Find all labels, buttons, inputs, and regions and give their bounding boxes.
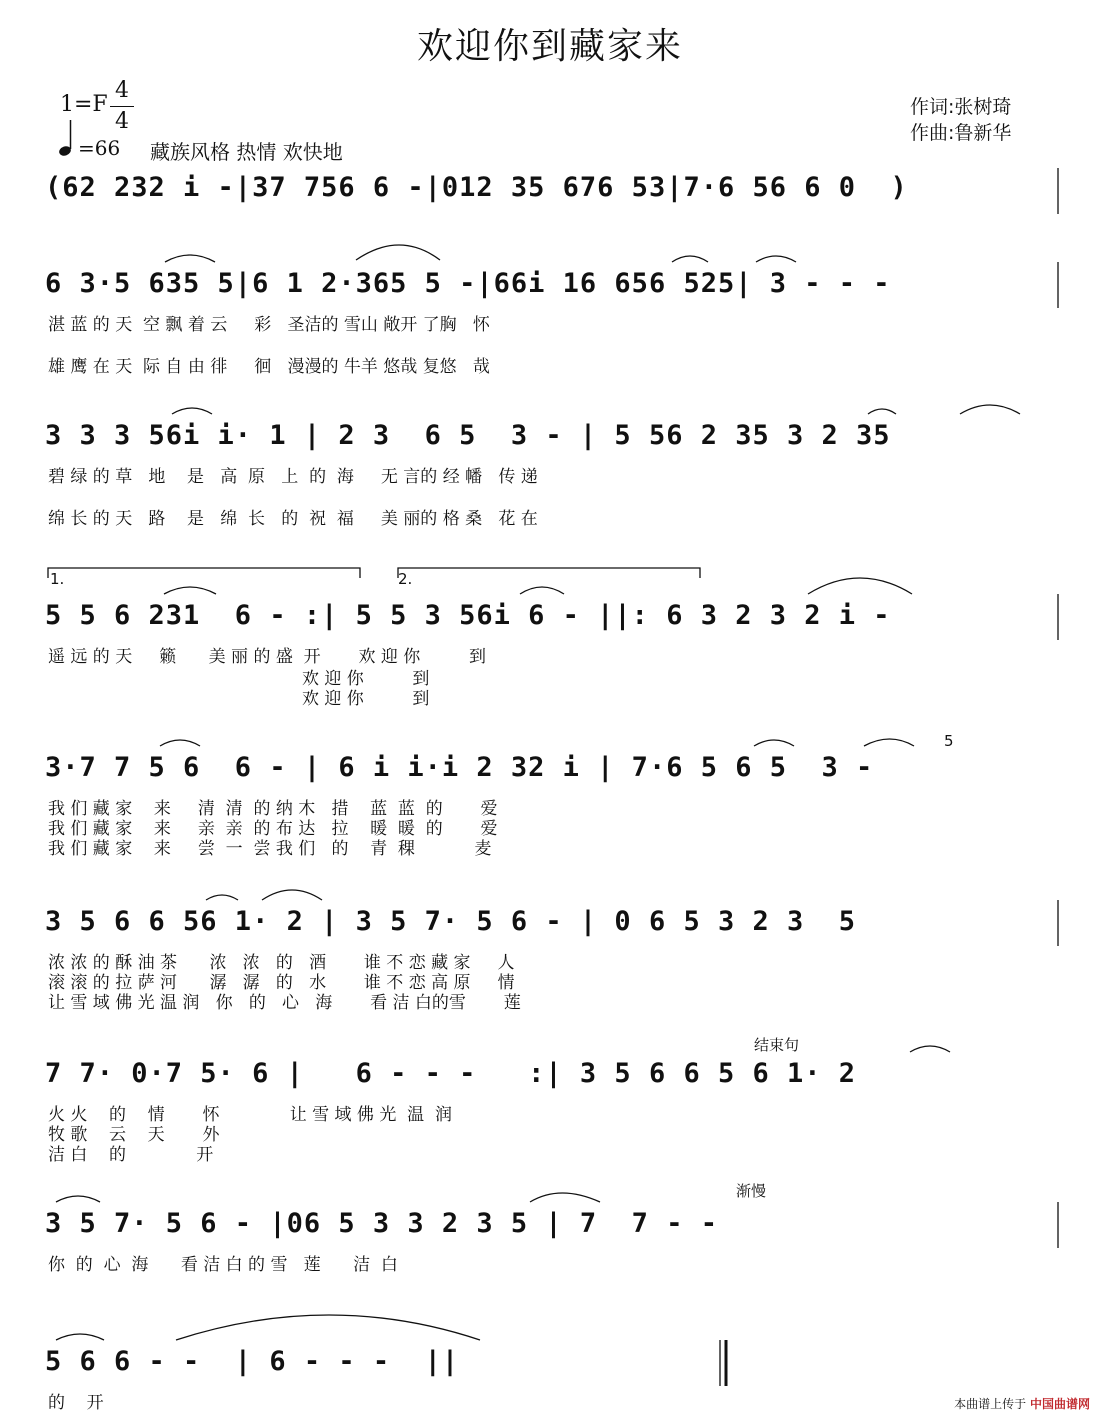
lyric-line-5c: 我 们 藏 家 来 尝 一 尝 我 们 的 青 稞 麦: [48, 839, 492, 859]
ritardando-label: 渐慢: [736, 1182, 767, 1200]
time-signature-top: 4: [115, 78, 129, 103]
volta-2-label: 2.: [398, 570, 413, 588]
lyric-line-6a: 浓 浓 的 酥 油 茶 浓 浓 的 酒 谁 不 恋 藏 家 人: [48, 953, 515, 973]
notation-line-6: 3 5 6 6 56 1· 2 | 3 5 7· 5 6 - | 0 6 5 3 2 3 5: [45, 906, 857, 937]
notation-line-3: 3 3 3 56i i· 1 | 2 3 6 5 3 - | 5 56 2 35 3 2 35: [45, 420, 891, 451]
style-marking: 藏族风格 热情 欢快地: [150, 140, 343, 164]
lyricist-credit: 作词:张树琦: [910, 96, 1012, 118]
notation-line-7: 7 7· 0·7 5· 6 | 6 - - - :| 3 5 6 6 5 6 1· 2: [45, 1058, 857, 1089]
composer-credit: 作曲:鲁新华: [910, 122, 1012, 144]
key-signature: 1=F: [60, 92, 108, 117]
notation-line-1: (62 232 i -|37 756 6 -|012 35 676 53|7·6 56 6 0 ): [45, 172, 908, 203]
lyric-line-4b: 欢 迎 你 到: [48, 669, 430, 689]
footer-prefix: 本曲谱上传于: [954, 1397, 1027, 1411]
lyric-line-8a: 你 的 心 海 看 洁 白 的 雪 莲 洁 白: [48, 1255, 398, 1275]
lyric-line-6b: 滚 滚 的 拉 萨 河 潺 潺 的 水 谁 不 恋 高 原 情: [48, 973, 515, 993]
notation-line-8: 3 5 7· 5 6 - |06 5 3 3 2 3 5 | 7 7 - -: [45, 1208, 718, 1239]
lyric-line-4c: 欢 迎 你 到: [48, 689, 430, 709]
lyric-line-5a: 我 们 藏 家 来 清 清 的 纳 木 措 蓝 蓝 的 爱: [48, 799, 498, 819]
lyric-line-6c: 让 雪 域 佛 光 温 润 你 的 心 海 看 洁 白的雪 莲: [48, 993, 521, 1013]
notation-line-4: 5 5 6 231 6 - :| 5 5 3 56i 6 - ||: 6 3 2 3 2 i -: [45, 600, 891, 631]
lyric-line-3b: 绵 长 的 天 路 是 绵 长 的 祝 福 美 丽的 格 桑 花 在: [48, 509, 538, 529]
footer-credit: [954, 1395, 1090, 1412]
notation-line-2: 6 3·5 635 5|6 1 2·365 5 -|66i 16 656 525| 3 - - -: [45, 268, 891, 299]
notation-line-9: 5 6 6 - - | 6 - - - ||: [45, 1346, 460, 1377]
lyric-line-5b: 我 们 藏 家 来 亲 亲 的 布 达 拉 暖 暖 的 爱: [48, 819, 498, 839]
page-title: 欢迎你到藏家来: [416, 26, 683, 67]
footer-site[interactable]: 中国曲谱网: [1029, 1397, 1090, 1411]
lyric-line-7a: 火 火 的 情 怀 让 雪 域 佛 光 温 润: [48, 1105, 452, 1125]
time-signature-bottom: 4: [115, 109, 129, 134]
lyric-line-2a: 湛 蓝 的 天 空 飘 着 云 彩 圣洁的 雪山 敞开 了胸 怀: [48, 315, 490, 335]
notation-line-5: 3·7 7 5 6 6 - | 6 i i·i 2 32 i | 7·6 5 6 5 3 -: [45, 752, 874, 783]
lyric-line-7b: 牧 歌 云 天 外: [48, 1125, 220, 1145]
lyric-line-4a: 遥 远 的 天 籁 美 丽 的 盛 开 欢 迎 你 到: [48, 647, 486, 667]
lyric-line-3a: 碧 绿 的 草 地 是 高 原 上 的 海 无 言的 经 幡 传 递: [48, 467, 538, 487]
ending-label: 结束句: [754, 1036, 800, 1054]
lyric-line-2b: 雄 鹰 在 天 际 自 由 徘 徊 漫漫的 牛羊 悠哉 复悠 哉: [48, 357, 490, 377]
small-five-mark: 5: [944, 732, 954, 750]
lyric-line-7c: 洁 白 的 开: [48, 1145, 214, 1165]
tempo-mark: =66: [78, 136, 121, 160]
lyric-line-9a: 的 开: [48, 1393, 104, 1413]
volta-1-label: 1.: [50, 570, 65, 588]
